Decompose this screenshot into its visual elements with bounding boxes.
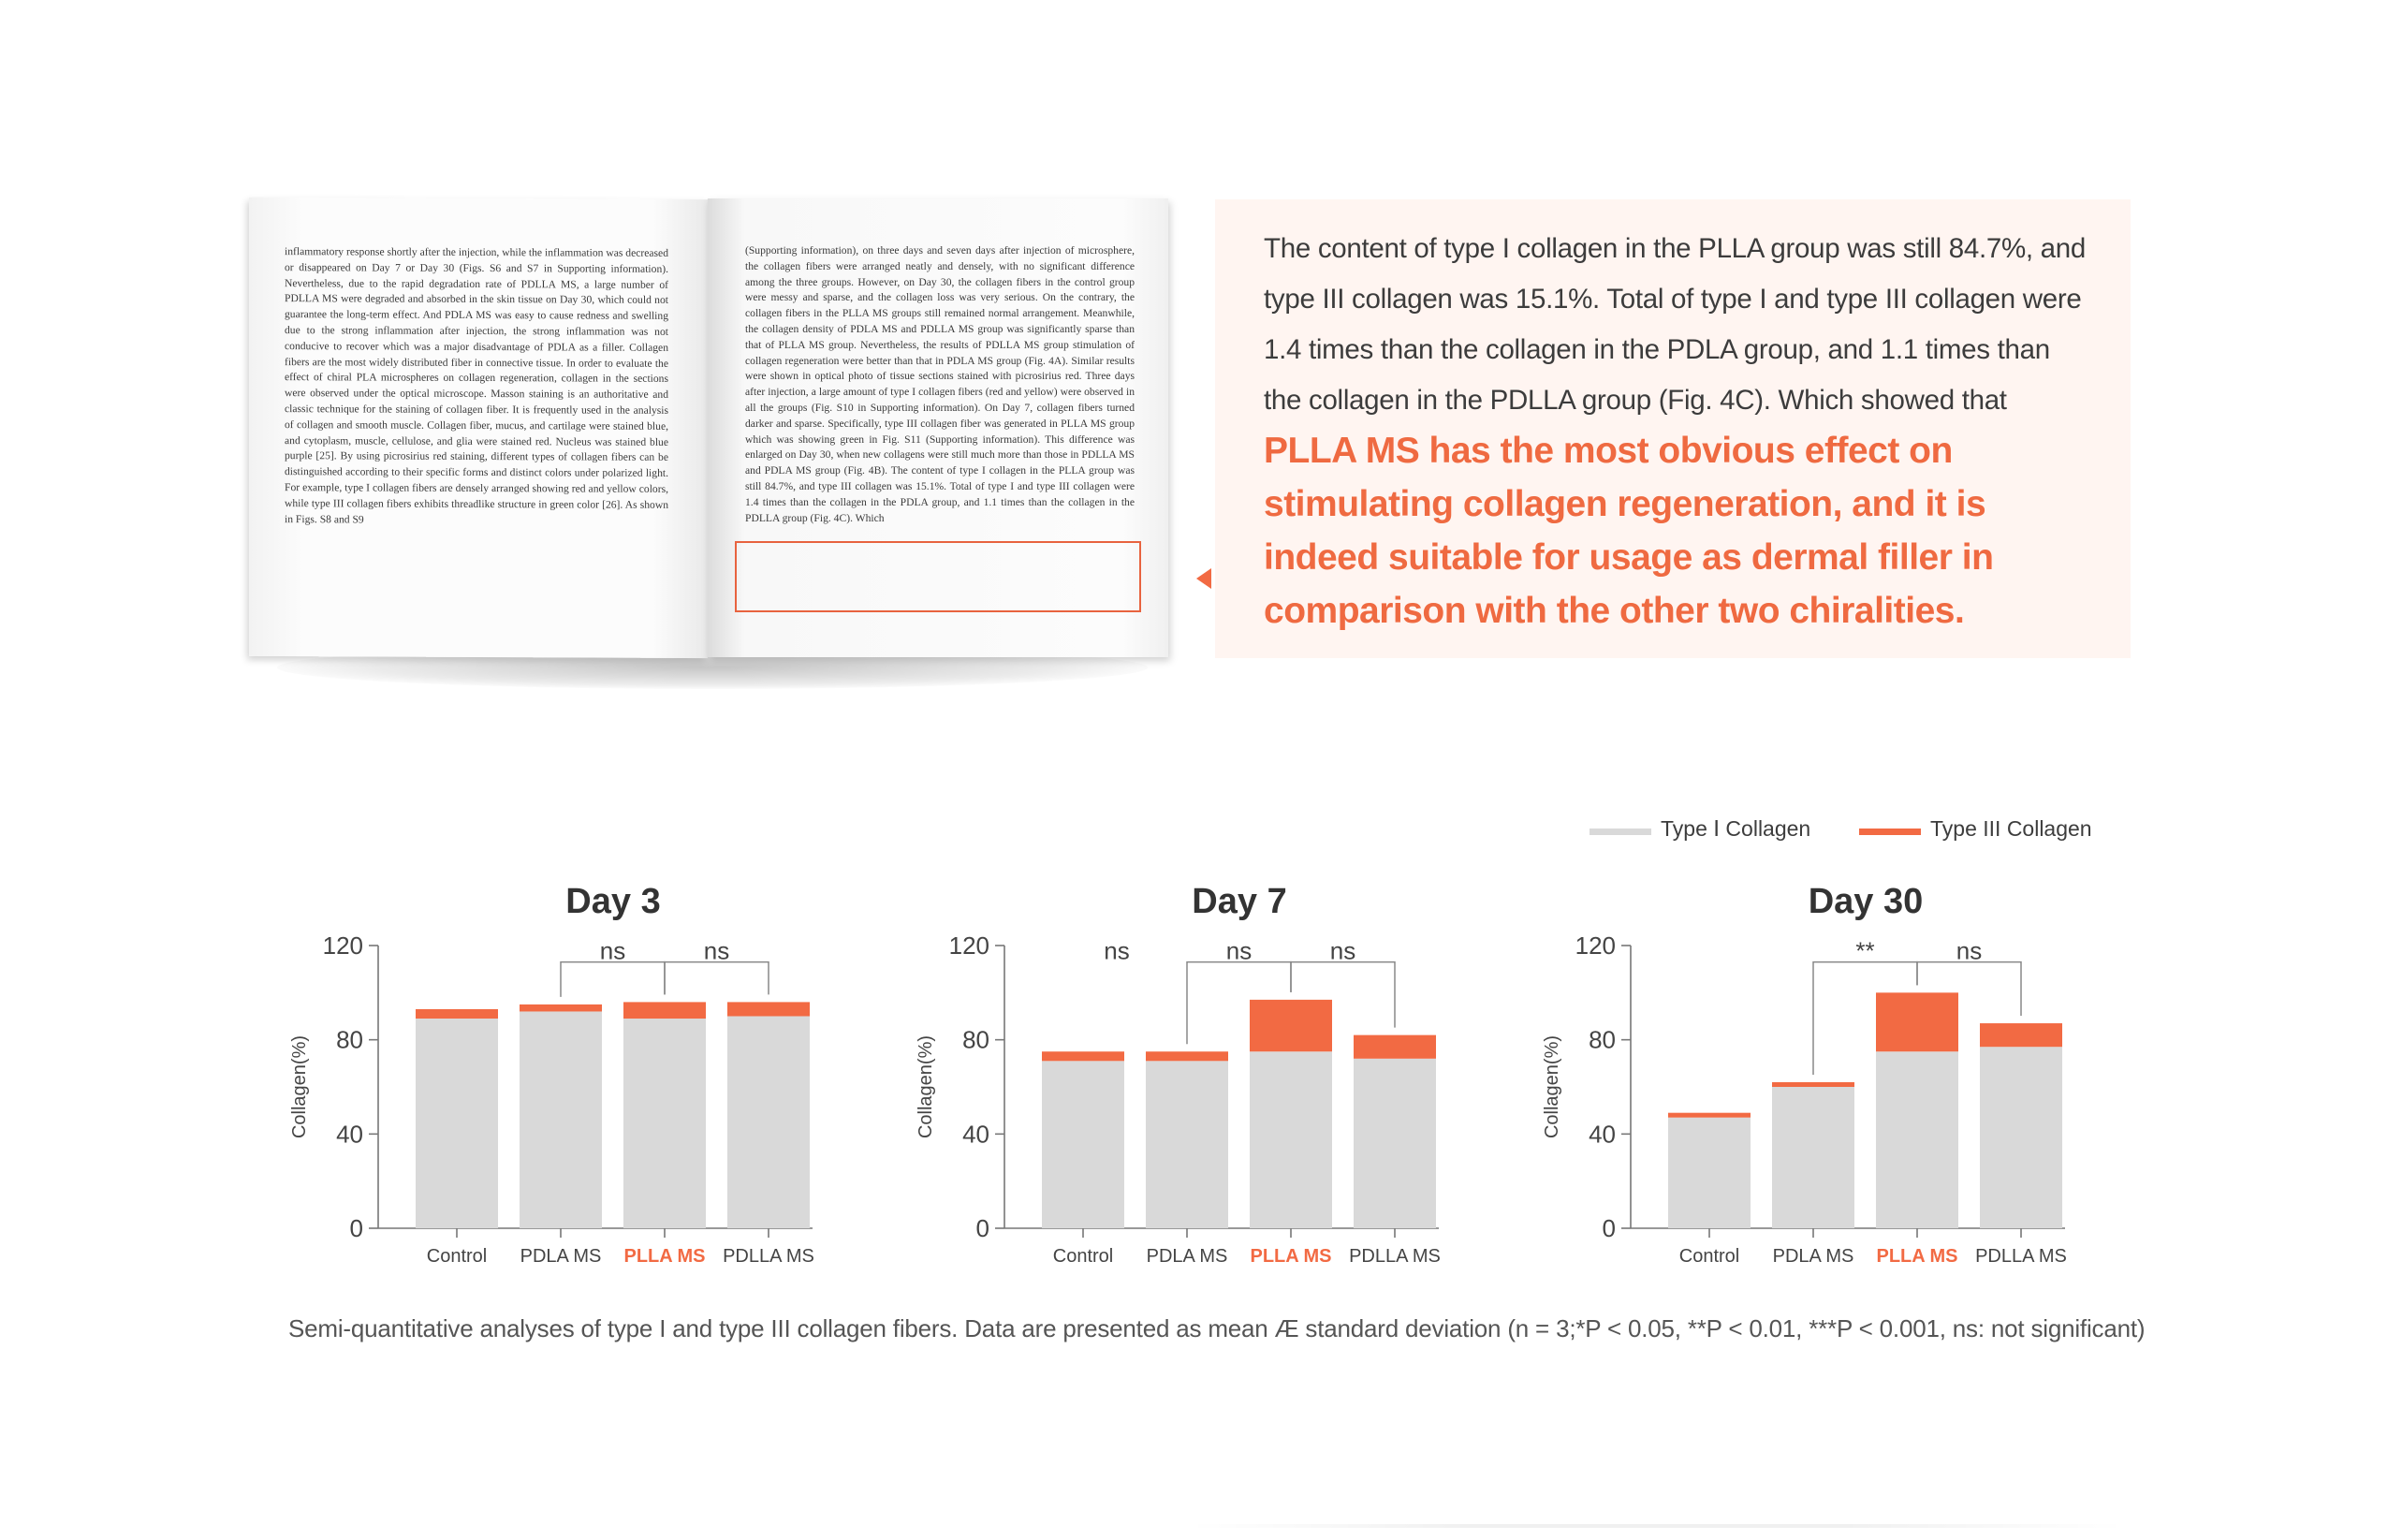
- chart-title: Day 30: [1808, 882, 1924, 921]
- bar-type3: [1772, 1082, 1854, 1087]
- book-left-page: [249, 198, 708, 658]
- callout-text: [1264, 224, 2093, 639]
- chart-day-7: [907, 861, 1469, 1292]
- y-tick-label: 40: [1589, 1120, 1616, 1149]
- y-tick-label: 0: [349, 1214, 363, 1242]
- x-tick-label: PLLA MS: [623, 1246, 706, 1267]
- charts-area: [0, 861, 2388, 1292]
- bar-type3: [1876, 992, 1958, 1051]
- bar-type3: [727, 1002, 810, 1016]
- right-page-text: (Supporting information), on three days and seven days after injection of microsphere, the collagen fibers were arranged neatly and densely, with no significant difference among the three groups. However, on Day 30, the collagen fibers in the control group were messy and sparse, and the collagen loss was very serious. On the contrary, the collagen fibers in the PLLA MS groups still remained normal arrangement. Meanwhile, the collagen density of PDLA MS and PDLLA MS group was significantly sparse than that of PLLA MS group. Nevertheless, the results of PDLLA MS group stimulation of collagen regeneration were better than that in PDLA MS group (Fig. 4A). Similar results were shown in optical photo of tissue sections stained with picrosirius red. Three days after injection, a large amount of type I collagen fibers (red and yellow) were observed in all the groups (Fig. S10 in Supporting information). On Day 7, collagen fibers turned darker and sparse. Specifically, type III collagen fiber was generated in PLLA MS group which was showing green in Fig. S11 (Supporting information). This difference was enlarged on Day 30, when new collagens were still much more than those in PDLLA MS and PDLA MS group (Fig. 4B). The content of type I collagen in the PLLA group was still 84.7%, and type III collagen was 15.1%. Total of type I and type III collagen were 1.4 times than the collagen in the PDLA group, and 1.1 times than the collagen in the PDLLA group (Fig. 4C). Which: [745, 244, 1135, 524]
- significance-label: ns: [1329, 936, 1356, 965]
- bar-type1: [1980, 1047, 2062, 1228]
- y-axis-label: Collagen(%): [916, 1034, 936, 1139]
- legend-swatch-type1: [1590, 829, 1651, 835]
- callout-panel: [1215, 199, 2131, 658]
- y-axis-label: Collagen(%): [289, 1034, 310, 1139]
- significance-bracket: [665, 962, 769, 995]
- chart-title: Day 3: [565, 882, 661, 921]
- y-tick-label: 40: [962, 1120, 989, 1149]
- significance-label: ns: [1225, 936, 1253, 965]
- chart-day-3: [281, 861, 842, 1292]
- bar-type1: [520, 1011, 602, 1228]
- bar-type1: [1250, 1051, 1332, 1228]
- legend-label-type1: Type Ⅰ Collagen: [1661, 816, 1811, 841]
- bar-type3: [1042, 1051, 1124, 1061]
- bar-type3: [1354, 1035, 1436, 1059]
- bar-type3: [520, 1005, 602, 1012]
- y-tick-label: 80: [336, 1025, 363, 1054]
- y-tick-label: 120: [1575, 931, 1616, 960]
- x-tick-label: PLLA MS: [1250, 1246, 1332, 1267]
- x-tick-label: PDLA MS: [1146, 1246, 1228, 1267]
- significance-bracket: [561, 962, 665, 997]
- x-tick-label: PDLLA MS: [1349, 1246, 1441, 1267]
- callout-arrow-icon: [1196, 568, 1211, 589]
- x-tick-label: PDLA MS: [520, 1246, 602, 1267]
- y-tick-label: 80: [962, 1025, 989, 1054]
- y-tick-label: 0: [1602, 1214, 1616, 1242]
- bar-type1: [1876, 1051, 1958, 1228]
- bar-type1: [1146, 1061, 1228, 1228]
- significance-label: ns: [1104, 936, 1130, 965]
- significance-label: **: [1855, 936, 1875, 965]
- left-page-text: inflammatory response shortly after the injection, while the inflammation was decreased or disappeared on Day 7 or Day 30 (Figs. S6 and S7 in Supporting information). Nevertheless, due to the rapid degradation rate of PDLLA MS, a large number of PDLLA MS were degraded and absorbed in the skin tissue on Day 30, which could not guarantee the long-term effect. And PDLA MS was easy to cause redness and swelling due to the strong inflammation after injection, the strong inflammation was not conducive to recover which was a major disadvantage of PDLA as a filler. Collagen fibers are the most widely distributed fiber in connective tissue. In order to evaluate the effect of chiral PLA microspheres on collagen regeneration, collagen in the sections were observed under the optical microscope. Masson staining is an authoritative and classic technique for the staining of collagen fiber. It is frequently used in the analysis of collagen and smooth muscle. Collagen fiber, mucus, and cartilage were stained blue, and cytoplasm, muscle, cellulose, and glia were stained red. Nucleus was stained blue purple [25]. By using picrosirius red staining, different types of collagen fibers can be distinguished according to their specific forms and distinct colors under polarized light. For example, type I collagen fibers are densely arranged showing red and yellow colors, while type III collagen fibers exhibits threadlike structure in green color [26]. As shown in Figs. S8 and S9: [285, 245, 668, 526]
- x-tick-label: Control: [426, 1246, 488, 1267]
- bar-type3: [623, 1002, 706, 1019]
- significance-label: ns: [1956, 936, 1983, 965]
- y-tick-label: 120: [322, 931, 363, 960]
- bar-type1: [1354, 1059, 1436, 1228]
- bar-type1: [1772, 1087, 1854, 1228]
- legend-swatch-type3: [1859, 829, 1921, 835]
- y-tick-label: 0: [975, 1214, 989, 1242]
- bar-type1: [1668, 1118, 1751, 1228]
- bar-type1: [1042, 1061, 1124, 1228]
- bar-type3: [416, 1009, 498, 1019]
- bar-type1: [416, 1019, 498, 1228]
- figure-caption: Semi-quantitative analyses of type I and type III collagen fibers. Data are presented as mean Æ standard deviation (n = 3;*P < 0.05, **P < 0.01, ***P < 0.001, ns: not significant): [288, 1314, 2146, 1342]
- y-tick-label: 80: [1589, 1025, 1616, 1054]
- bar-type3: [1668, 1113, 1751, 1118]
- bar-type1: [727, 1017, 810, 1229]
- x-tick-label: PDLLA MS: [723, 1246, 814, 1267]
- x-tick-label: PDLLA MS: [1975, 1246, 2067, 1267]
- x-tick-label: PLLA MS: [1876, 1246, 1958, 1267]
- significance-label: ns: [703, 936, 730, 965]
- y-tick-label: 40: [336, 1120, 363, 1149]
- bar-type3: [1980, 1023, 2062, 1047]
- x-tick-label: Control: [1052, 1246, 1114, 1267]
- callout-emphasis: PLLA MS has the most obvious effect on stimulating collagen regeneration, and it is indeed suitable for usage as dermal filler in comparison with the other two chiralities.: [1264, 431, 1994, 631]
- chart-day-30: [1533, 861, 2095, 1292]
- x-tick-label: Control: [1678, 1246, 1740, 1267]
- bar-type3: [1250, 1000, 1332, 1051]
- bar-type1: [623, 1019, 706, 1228]
- x-tick-label: PDLA MS: [1772, 1246, 1854, 1267]
- y-axis-label: Collagen(%): [1542, 1034, 1562, 1139]
- highlight-box: [735, 541, 1141, 612]
- y-tick-label: 120: [948, 931, 989, 960]
- chart-title: Day 7: [1192, 882, 1287, 921]
- bottom-divider: [1189, 1524, 2125, 1528]
- callout-body: The content of type I collagen in the PLLA group was still 84.7%, and type III collagen was 15.1%. Total of type I and type III collagen were 1.4 times than the collagen in the PDLA group, and 1.1 times than the collagen in the PDLLA group (Fig. 4C). Which showed that: [1264, 233, 2086, 416]
- significance-label: ns: [599, 936, 626, 965]
- legend-label-type3: Type III Collagen: [1930, 816, 2092, 841]
- bar-type3: [1146, 1051, 1228, 1061]
